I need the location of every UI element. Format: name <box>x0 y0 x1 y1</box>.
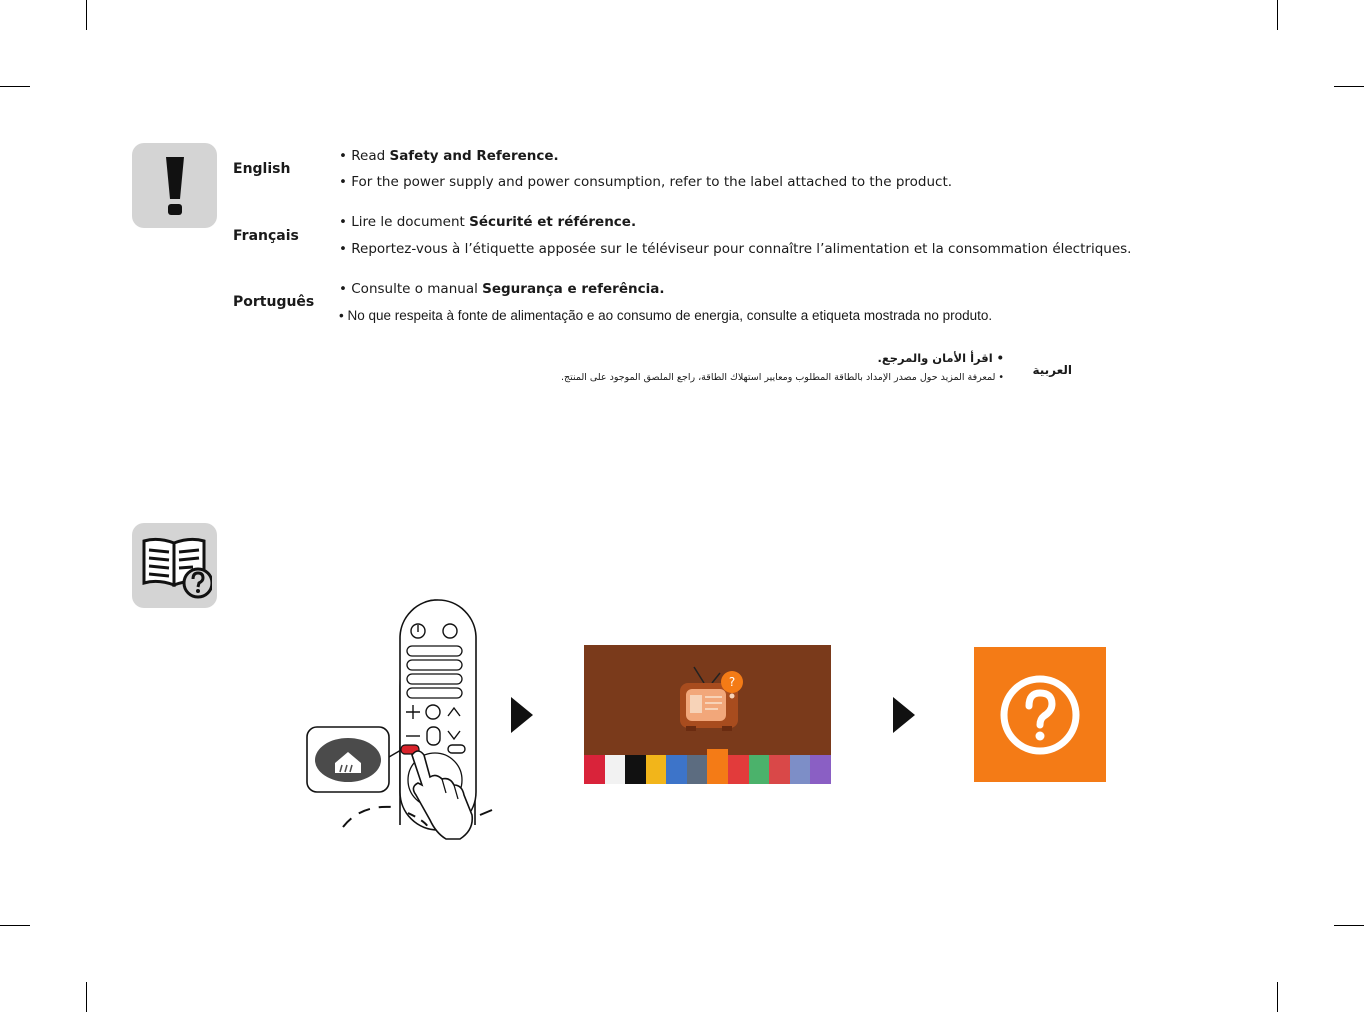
portuguese-line-1: • Consulte o manual Segurança e referência. <box>339 281 665 297</box>
crop-mark <box>0 86 30 87</box>
launcher-app-tile <box>707 749 728 784</box>
language-label-french: Français <box>233 228 299 244</box>
crop-mark <box>1277 0 1278 30</box>
english-line-1: • Read Safety and Reference. <box>339 148 559 164</box>
crop-mark <box>1277 982 1278 1012</box>
launcher-app-tile <box>728 755 749 784</box>
arabic-line-2: • لمعرفة المزيد حول مصدر الإمداد بالطاقة المطلوب ومعايير استهلاك الطاقة، راجع الملصق الموجود على المنتج. <box>560 372 1004 383</box>
french-line-2: • Reportez-vous à l’étiquette apposée sur le téléviseur pour connaître l’alimentation et la consommation électriques. <box>339 241 1132 257</box>
magic-remote-illustration <box>300 595 500 845</box>
launcher-app-tile <box>625 755 646 784</box>
launcher-app-tile <box>605 755 626 784</box>
crop-mark <box>1334 925 1364 926</box>
crop-mark <box>0 925 30 926</box>
question-mark-icon <box>998 673 1082 757</box>
language-label-english: English <box>233 161 291 177</box>
launcher-app-tile <box>666 755 687 784</box>
user-guide-book-icon <box>132 523 217 608</box>
user-guide-app-tile <box>974 647 1106 782</box>
launcher-app-tile <box>769 755 790 784</box>
english-line-2: • For the power supply and power consumption, refer to the label attached to the product. <box>339 174 953 190</box>
launcher-app-tile <box>584 755 605 784</box>
language-label-portuguese: Português <box>233 294 315 310</box>
crop-mark <box>1334 86 1364 87</box>
portuguese-line-2: • No que respeita à fonte de alimentação e ao consumo de energia, consulte a etiqueta mostrada no produto. <box>339 308 993 323</box>
arabic-line-1: • اقرأ الأمان والمرجع. <box>877 351 1004 365</box>
crop-mark <box>86 982 87 1012</box>
crop-mark <box>86 0 87 30</box>
launcher-app-tile <box>790 755 811 784</box>
step-arrow-icon <box>893 697 915 733</box>
language-label-arabic: العربية <box>1032 363 1072 377</box>
step-arrow-icon <box>511 697 533 733</box>
launcher-app-tile <box>749 755 770 784</box>
french-line-1: • Lire le document Sécurité et référence. <box>339 214 637 230</box>
launcher-app-tile <box>687 755 708 784</box>
launcher-bar <box>584 755 831 784</box>
launcher-app-tile <box>810 755 831 784</box>
launcher-app-tile <box>646 755 667 784</box>
tv-badge: ? <box>721 671 743 693</box>
warning-icon <box>132 143 217 228</box>
tv-home-screen <box>584 645 831 784</box>
